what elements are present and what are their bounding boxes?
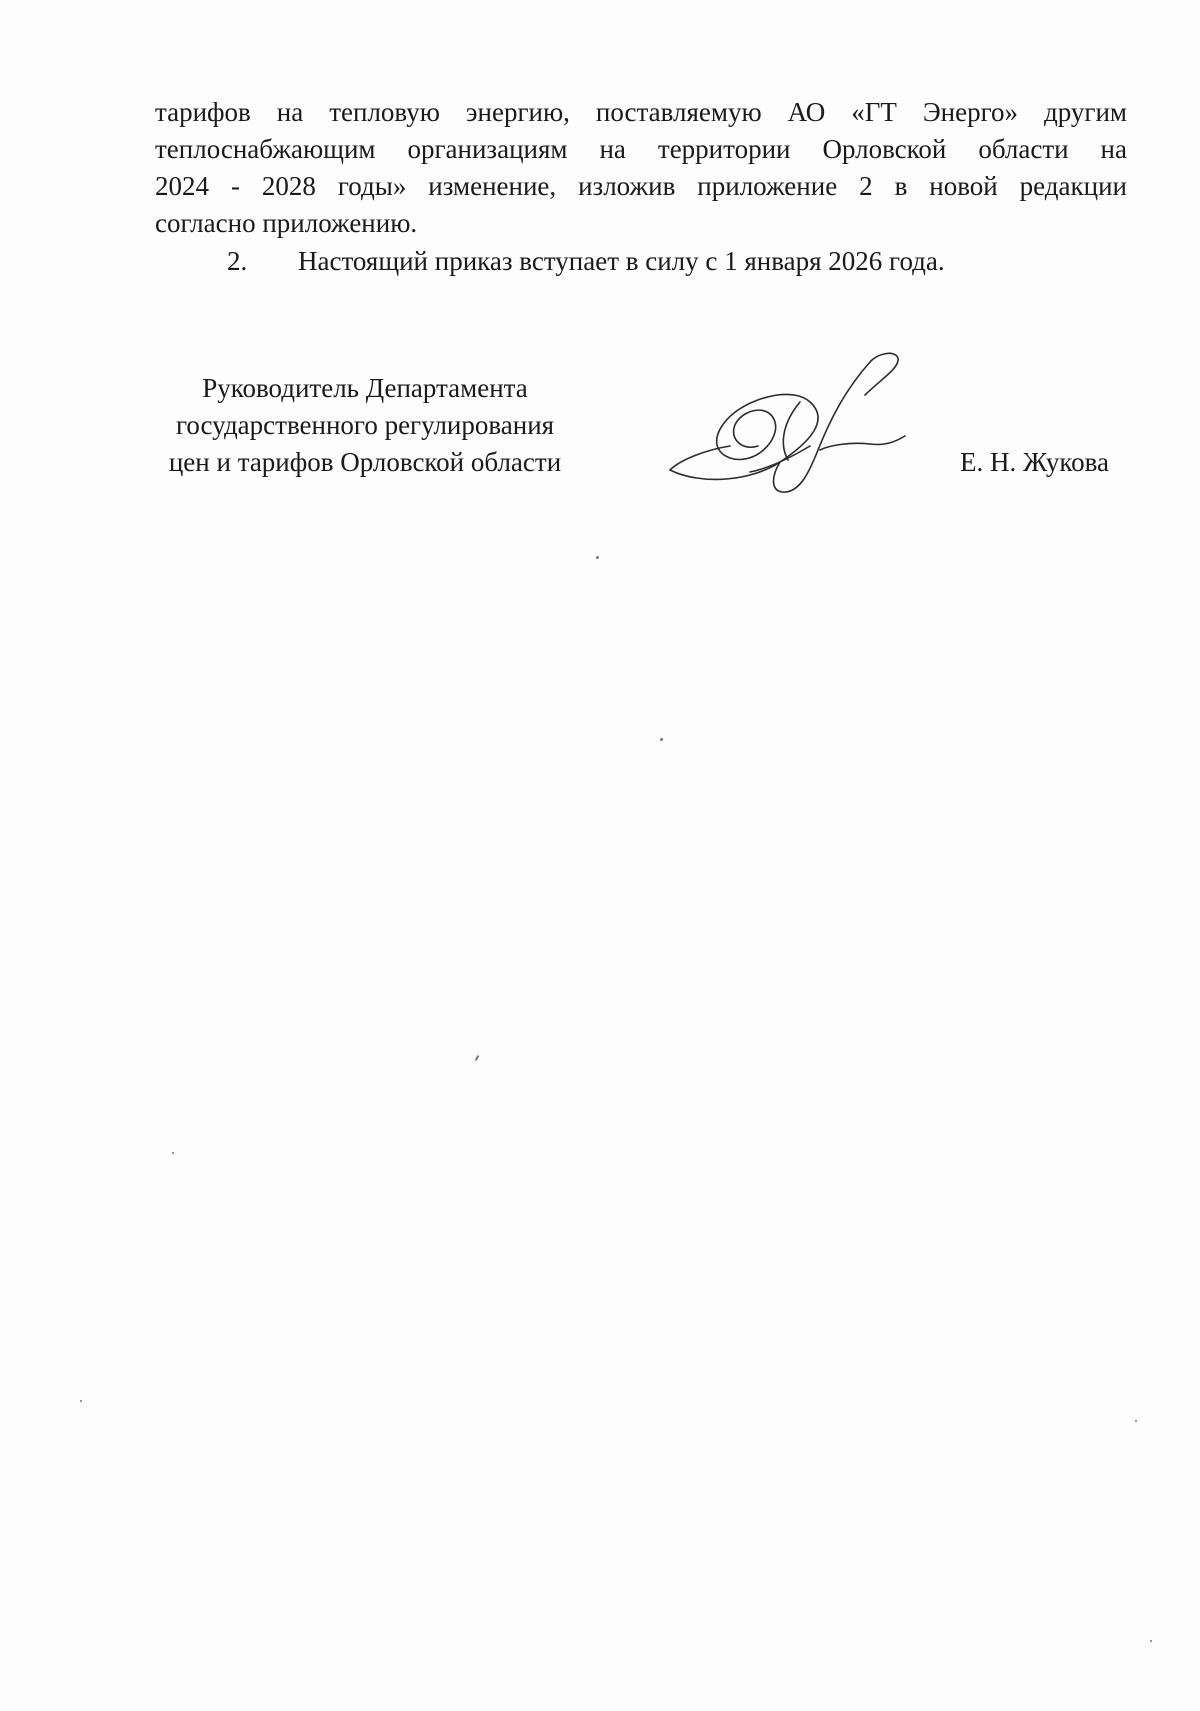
signature-block — [0, 370, 1200, 520]
signer-position — [150, 370, 580, 481]
item-text: Настоящий приказ вступает в силу с 1 января 2026 года. — [298, 246, 945, 276]
scan-speck — [1150, 1640, 1152, 1642]
paragraph-line: согласно приложению. — [155, 208, 418, 238]
scan-speck — [1135, 1420, 1137, 1422]
scan-speck — [660, 738, 663, 741]
item-number: 2. — [227, 246, 248, 276]
scan-speck — [172, 1152, 174, 1154]
paragraph-line: 2024 - 2028 годы» изменение, изложив приложение 2 в новой редакции — [155, 171, 1127, 201]
paragraph-line: теплоснабжающим организациям на территории Орловской области на — [155, 134, 1127, 164]
paragraph-line: тарифов на тепловую энергию, поставляемую АО «ГТ Энерго» другим — [155, 97, 1127, 127]
scan-speck — [596, 556, 599, 559]
signer-position-line: государственного регулирования — [175, 410, 555, 440]
signer-position-line: Руководитель Департамента — [202, 373, 528, 403]
paragraph-continuation — [155, 94, 1127, 242]
scan-speck — [80, 1400, 82, 1402]
document-body — [155, 94, 1127, 280]
handwritten-signature — [660, 350, 940, 510]
order-item-2 — [155, 243, 1127, 280]
signer-name: Е. Н. Жукова — [960, 447, 1109, 477]
signer-position-line: цен и тарифов Орловской области — [168, 447, 562, 477]
scan-speck — [475, 1055, 480, 1061]
